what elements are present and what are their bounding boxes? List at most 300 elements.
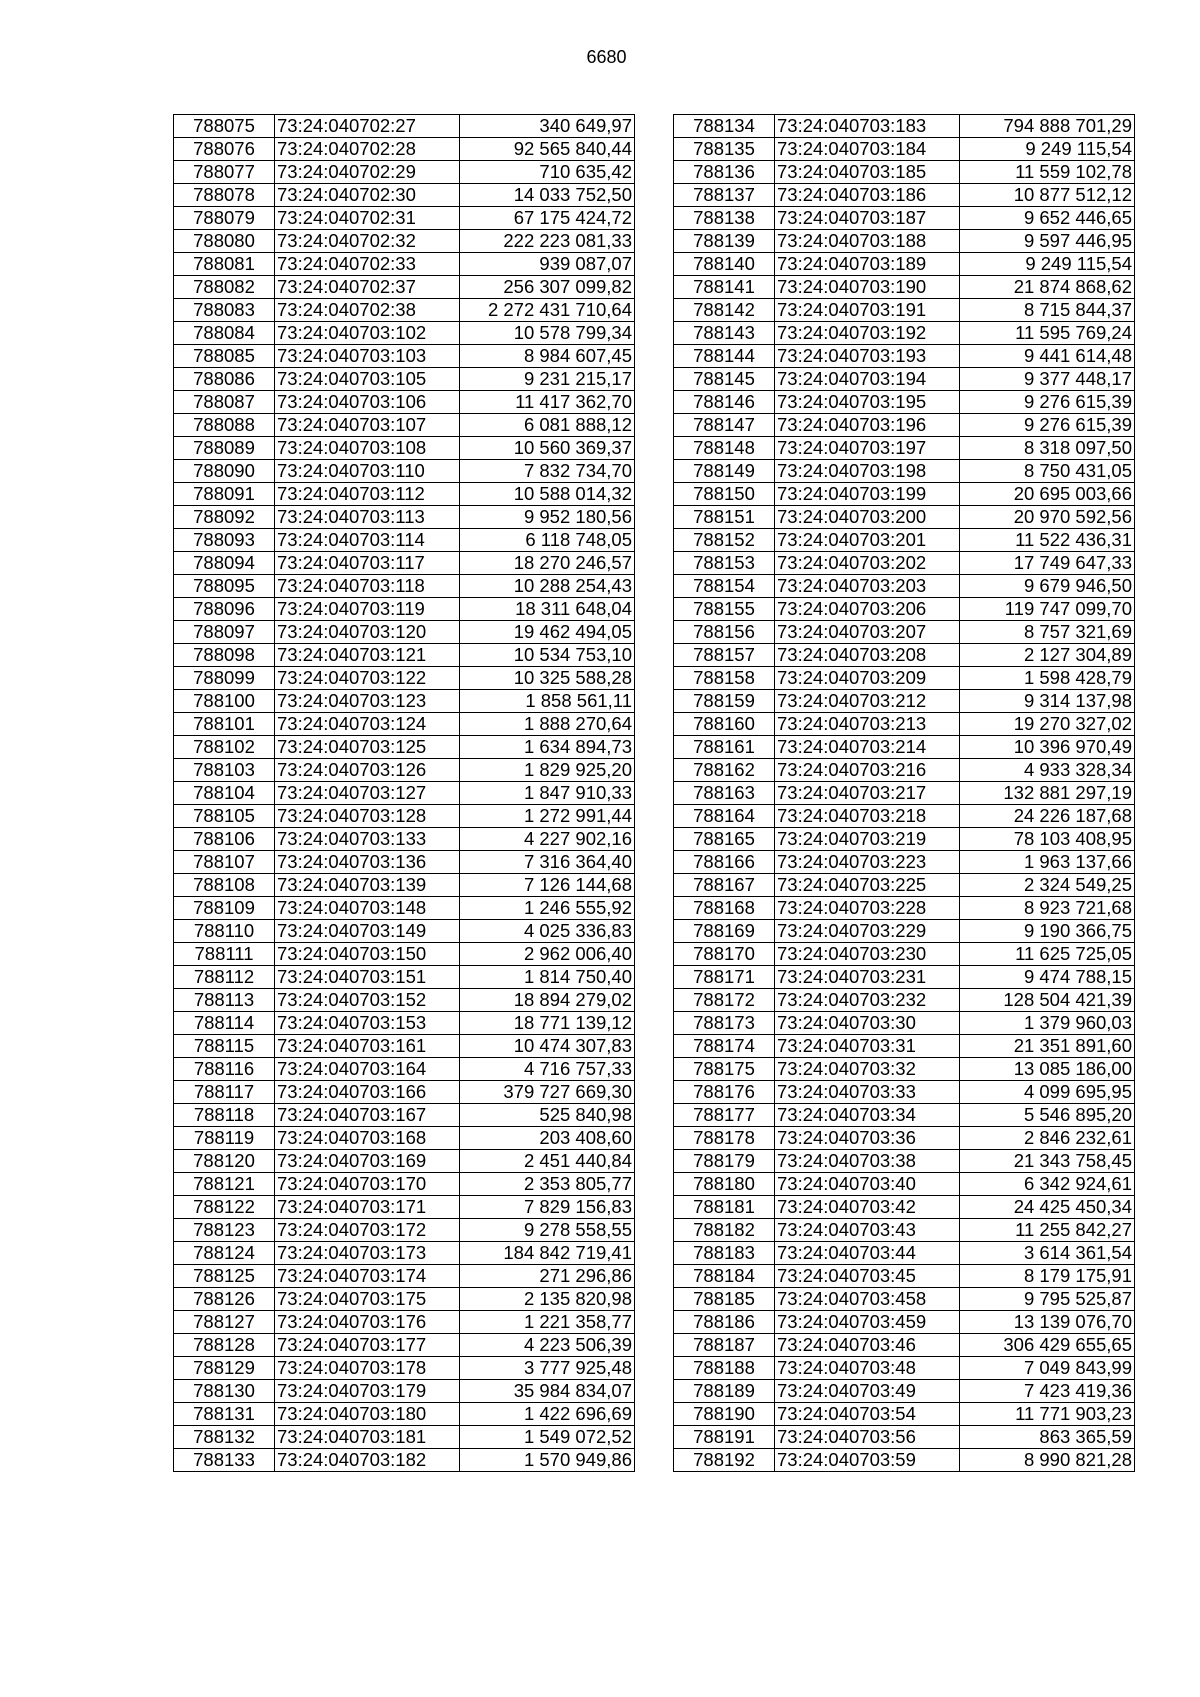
value-cell: 4 933 328,34: [960, 759, 1135, 782]
cadastral-number-cell: 73:24:040702:29: [275, 161, 460, 184]
cadastral-number-cell: 73:24:040703:202: [775, 552, 960, 575]
value-cell: 8 179 175,91: [960, 1265, 1135, 1288]
row-number-cell: 788099: [174, 667, 275, 690]
cadastral-number-cell: 73:24:040703:54: [775, 1403, 960, 1426]
cadastral-number-cell: 73:24:040703:48: [775, 1357, 960, 1380]
value-cell: 11 417 362,70: [460, 391, 635, 414]
row-number-cell: 788159: [674, 690, 775, 713]
table-row: [674, 1058, 1135, 1081]
row-number-cell: 788097: [174, 621, 275, 644]
value-cell: 6 118 748,05: [460, 529, 635, 552]
row-number-cell: 788156: [674, 621, 775, 644]
cadastral-number-cell: 73:24:040703:228: [775, 897, 960, 920]
row-number-cell: 788118: [174, 1104, 275, 1127]
value-cell: 17 749 647,33: [960, 552, 1135, 575]
row-number-cell: 788078: [174, 184, 275, 207]
table-row: [174, 713, 635, 736]
value-cell: 10 560 369,37: [460, 437, 635, 460]
row-number-cell: 788101: [174, 713, 275, 736]
row-number-cell: 788105: [174, 805, 275, 828]
table-row: [174, 966, 635, 989]
value-cell: 1 814 750,40: [460, 966, 635, 989]
row-number-cell: 788104: [174, 782, 275, 805]
value-cell: 10 877 512,12: [960, 184, 1135, 207]
value-cell: 11 595 769,24: [960, 322, 1135, 345]
value-cell: 710 635,42: [460, 161, 635, 184]
row-number-cell: 788172: [674, 989, 775, 1012]
value-cell: 18 894 279,02: [460, 989, 635, 1012]
value-cell: 18 270 246,57: [460, 552, 635, 575]
cadastral-number-cell: 73:24:040703:38: [775, 1150, 960, 1173]
table-row: [174, 460, 635, 483]
row-number-cell: 788127: [174, 1311, 275, 1334]
row-number-cell: 788177: [674, 1104, 775, 1127]
row-number-cell: 788124: [174, 1242, 275, 1265]
table-row: [174, 1104, 635, 1127]
value-cell: 2 272 431 710,64: [460, 299, 635, 322]
table-row: [174, 368, 635, 391]
cadastral-number-cell: 73:24:040703:108: [275, 437, 460, 460]
value-cell: 184 842 719,41: [460, 1242, 635, 1265]
table-row: [174, 1196, 635, 1219]
value-cell: 6 081 888,12: [460, 414, 635, 437]
value-cell: 9 597 446,95: [960, 230, 1135, 253]
table-row: [674, 1426, 1135, 1449]
row-number-cell: 788178: [674, 1127, 775, 1150]
table-row: [174, 115, 635, 138]
cadastral-number-cell: 73:24:040702:30: [275, 184, 460, 207]
table-row: [674, 1449, 1135, 1472]
row-number-cell: 788168: [674, 897, 775, 920]
row-number-cell: 788181: [674, 1196, 775, 1219]
cadastral-number-cell: 73:24:040703:113: [275, 506, 460, 529]
cadastral-number-cell: 73:24:040703:189: [775, 253, 960, 276]
row-number-cell: 788146: [674, 391, 775, 414]
value-cell: 35 984 834,07: [460, 1380, 635, 1403]
row-number-cell: 788185: [674, 1288, 775, 1311]
row-number-cell: 788123: [174, 1219, 275, 1242]
row-number-cell: 788135: [674, 138, 775, 161]
value-cell: 21 351 891,60: [960, 1035, 1135, 1058]
value-cell: 1 422 696,69: [460, 1403, 635, 1426]
value-cell: 20 695 003,66: [960, 483, 1135, 506]
table-row: [174, 1403, 635, 1426]
table-row: [674, 989, 1135, 1012]
cadastral-number-cell: 73:24:040703:164: [275, 1058, 460, 1081]
table-row: [674, 1150, 1135, 1173]
table-row: [674, 1380, 1135, 1403]
value-cell: 9 314 137,98: [960, 690, 1135, 713]
value-cell: 7 316 364,40: [460, 851, 635, 874]
table-row: [674, 966, 1135, 989]
cadastral-number-cell: 73:24:040703:216: [775, 759, 960, 782]
table-row: [174, 1242, 635, 1265]
row-number-cell: 788188: [674, 1357, 775, 1380]
table-row: [674, 782, 1135, 805]
table-row: [174, 253, 635, 276]
row-number-cell: 788169: [674, 920, 775, 943]
row-number-cell: 788142: [674, 299, 775, 322]
table-row: [174, 1058, 635, 1081]
value-cell: 1 221 358,77: [460, 1311, 635, 1334]
table-row: [174, 1265, 635, 1288]
table-row: [674, 391, 1135, 414]
table-row: [174, 897, 635, 920]
row-number-cell: 788083: [174, 299, 275, 322]
row-number-cell: 788112: [174, 966, 275, 989]
row-number-cell: 788081: [174, 253, 275, 276]
table-row: [174, 1081, 635, 1104]
row-number-cell: 788183: [674, 1242, 775, 1265]
row-number-cell: 788161: [674, 736, 775, 759]
cadastral-number-cell: 73:24:040703:169: [275, 1150, 460, 1173]
row-number-cell: 788108: [174, 874, 275, 897]
row-number-cell: 788150: [674, 483, 775, 506]
table-row: [674, 736, 1135, 759]
value-cell: 5 546 895,20: [960, 1104, 1135, 1127]
value-cell: 8 757 321,69: [960, 621, 1135, 644]
value-cell: 2 127 304,89: [960, 644, 1135, 667]
value-cell: 21 874 868,62: [960, 276, 1135, 299]
value-cell: 2 451 440,84: [460, 1150, 635, 1173]
row-number-cell: 788119: [174, 1127, 275, 1150]
row-number-cell: 788158: [674, 667, 775, 690]
cadastral-number-cell: 73:24:040702:32: [275, 230, 460, 253]
table-row: [174, 667, 635, 690]
row-number-cell: 788084: [174, 322, 275, 345]
value-cell: 1 963 137,66: [960, 851, 1135, 874]
value-cell: 14 033 752,50: [460, 184, 635, 207]
row-number-cell: 788165: [674, 828, 775, 851]
table-row: [174, 437, 635, 460]
table-row: [174, 828, 635, 851]
cadastral-number-cell: 73:24:040703:229: [775, 920, 960, 943]
cadastral-number-cell: 73:24:040703:185: [775, 161, 960, 184]
value-cell: 7 126 144,68: [460, 874, 635, 897]
cadastral-number-cell: 73:24:040703:178: [275, 1357, 460, 1380]
cadastral-number-cell: 73:24:040703:125: [275, 736, 460, 759]
row-number-cell: 788100: [174, 690, 275, 713]
cadastral-number-cell: 73:24:040703:153: [275, 1012, 460, 1035]
table-row: [174, 299, 635, 322]
cadastral-number-cell: 73:24:040703:171: [275, 1196, 460, 1219]
table-row: [674, 943, 1135, 966]
value-cell: 10 396 970,49: [960, 736, 1135, 759]
value-cell: 9 190 366,75: [960, 920, 1135, 943]
row-number-cell: 788170: [674, 943, 775, 966]
table-row: [674, 322, 1135, 345]
row-number-cell: 788141: [674, 276, 775, 299]
cadastral-number-cell: 73:24:040703:218: [775, 805, 960, 828]
value-cell: 7 832 734,70: [460, 460, 635, 483]
row-number-cell: 788121: [174, 1173, 275, 1196]
row-number-cell: 788149: [674, 460, 775, 483]
row-number-cell: 788154: [674, 575, 775, 598]
cadastral-number-cell: 73:24:040703:179: [275, 1380, 460, 1403]
cadastral-number-cell: 73:24:040703:230: [775, 943, 960, 966]
cadastral-number-cell: 73:24:040703:174: [275, 1265, 460, 1288]
table-row: [674, 1242, 1135, 1265]
table-row: [174, 989, 635, 1012]
value-cell: 1 829 925,20: [460, 759, 635, 782]
value-cell: 11 522 436,31: [960, 529, 1135, 552]
value-cell: 222 223 081,33: [460, 230, 635, 253]
cadastral-number-cell: 73:24:040703:117: [275, 552, 460, 575]
cadastral-number-cell: 73:24:040702:28: [275, 138, 460, 161]
cadastral-number-cell: 73:24:040703:209: [775, 667, 960, 690]
table-row: [674, 276, 1135, 299]
table-row: [674, 1035, 1135, 1058]
row-number-cell: 788139: [674, 230, 775, 253]
value-cell: 13 085 186,00: [960, 1058, 1135, 1081]
row-number-cell: 788175: [674, 1058, 775, 1081]
table-row: [174, 345, 635, 368]
value-cell: 10 588 014,32: [460, 483, 635, 506]
cadastral-number-cell: 73:24:040703:175: [275, 1288, 460, 1311]
row-number-cell: 788089: [174, 437, 275, 460]
value-cell: 1 634 894,73: [460, 736, 635, 759]
value-cell: 2 324 549,25: [960, 874, 1135, 897]
cadastral-number-cell: 73:24:040703:43: [775, 1219, 960, 1242]
table-row: [674, 1265, 1135, 1288]
cadastral-number-cell: 73:24:040703:150: [275, 943, 460, 966]
table-row: [674, 1104, 1135, 1127]
row-number-cell: 788137: [674, 184, 775, 207]
cadastral-number-cell: 73:24:040703:231: [775, 966, 960, 989]
table-row: [174, 529, 635, 552]
cadastral-number-cell: 73:24:040703:36: [775, 1127, 960, 1150]
cadastral-number-cell: 73:24:040703:59: [775, 1449, 960, 1472]
value-cell: 939 087,07: [460, 253, 635, 276]
cadastral-number-cell: 73:24:040703:149: [275, 920, 460, 943]
cadastral-number-cell: 73:24:040703:170: [275, 1173, 460, 1196]
cadastral-number-cell: 73:24:040703:151: [275, 966, 460, 989]
value-cell: 9 231 215,17: [460, 368, 635, 391]
cadastral-number-cell: 73:24:040703:197: [775, 437, 960, 460]
value-cell: 271 296,86: [460, 1265, 635, 1288]
row-number-cell: 788110: [174, 920, 275, 943]
value-cell: 9 276 615,39: [960, 391, 1135, 414]
value-cell: 8 984 607,45: [460, 345, 635, 368]
table-row: [174, 920, 635, 943]
row-number-cell: 788116: [174, 1058, 275, 1081]
row-number-cell: 788085: [174, 345, 275, 368]
value-cell: 6 342 924,61: [960, 1173, 1135, 1196]
cadastral-number-cell: 73:24:040703:102: [275, 322, 460, 345]
table-row: [174, 759, 635, 782]
table-row: [174, 690, 635, 713]
table-row: [174, 207, 635, 230]
table-row: [674, 1127, 1135, 1150]
row-number-cell: 788115: [174, 1035, 275, 1058]
cadastral-number-cell: 73:24:040703:206: [775, 598, 960, 621]
table-row: [674, 621, 1135, 644]
row-number-cell: 788192: [674, 1449, 775, 1472]
cadastral-number-cell: 73:24:040703:30: [775, 1012, 960, 1035]
row-number-cell: 788093: [174, 529, 275, 552]
row-number-cell: 788133: [174, 1449, 275, 1472]
cadastral-number-cell: 73:24:040702:37: [275, 276, 460, 299]
cadastral-number-cell: 73:24:040703:167: [275, 1104, 460, 1127]
table-row: [174, 1426, 635, 1449]
value-cell: 863 365,59: [960, 1426, 1135, 1449]
table-row: [674, 230, 1135, 253]
value-cell: 128 504 421,39: [960, 989, 1135, 1012]
table-row: [174, 1035, 635, 1058]
cadastral-number-cell: 73:24:040703:112: [275, 483, 460, 506]
table-row: [174, 161, 635, 184]
row-number-cell: 788182: [674, 1219, 775, 1242]
cadastral-number-cell: 73:24:040703:127: [275, 782, 460, 805]
value-cell: 9 679 946,50: [960, 575, 1135, 598]
table-row: [674, 460, 1135, 483]
value-cell: 256 307 099,82: [460, 276, 635, 299]
value-cell: 7 423 419,36: [960, 1380, 1135, 1403]
cadastral-number-cell: 73:24:040703:219: [775, 828, 960, 851]
value-cell: 119 747 099,70: [960, 598, 1135, 621]
row-number-cell: 788088: [174, 414, 275, 437]
table-row: [174, 276, 635, 299]
table-row: [174, 1334, 635, 1357]
cadastral-number-cell: 73:24:040703:200: [775, 506, 960, 529]
table-row: [674, 552, 1135, 575]
cadastral-number-cell: 73:24:040703:207: [775, 621, 960, 644]
value-cell: 4 223 506,39: [460, 1334, 635, 1357]
row-number-cell: 788080: [174, 230, 275, 253]
row-number-cell: 788173: [674, 1012, 775, 1035]
value-cell: 794 888 701,29: [960, 115, 1135, 138]
value-cell: 2 962 006,40: [460, 943, 635, 966]
value-cell: 67 175 424,72: [460, 207, 635, 230]
value-cell: 1 847 910,33: [460, 782, 635, 805]
row-number-cell: 788147: [674, 414, 775, 437]
row-number-cell: 788174: [674, 1035, 775, 1058]
cadastral-number-cell: 73:24:040703:139: [275, 874, 460, 897]
cadastral-number-cell: 73:24:040703:114: [275, 529, 460, 552]
row-number-cell: 788145: [674, 368, 775, 391]
table-row: [174, 1173, 635, 1196]
value-cell: 8 750 431,05: [960, 460, 1135, 483]
cadastral-number-cell: 73:24:040703:56: [775, 1426, 960, 1449]
row-number-cell: 788152: [674, 529, 775, 552]
value-cell: 1 888 270,64: [460, 713, 635, 736]
value-cell: 13 139 076,70: [960, 1311, 1135, 1334]
cadastral-number-cell: 73:24:040703:190: [775, 276, 960, 299]
table-row: [174, 1219, 635, 1242]
table-row: [674, 1403, 1135, 1426]
cadastral-number-cell: 73:24:040703:107: [275, 414, 460, 437]
value-cell: 10 325 588,28: [460, 667, 635, 690]
table-row: [674, 805, 1135, 828]
cadastral-number-cell: 73:24:040703:188: [775, 230, 960, 253]
value-cell: 7 829 156,83: [460, 1196, 635, 1219]
table-row: [674, 1081, 1135, 1104]
value-cell: 9 377 448,17: [960, 368, 1135, 391]
cadastral-number-cell: 73:24:040703:46: [775, 1334, 960, 1357]
cadastral-number-cell: 73:24:040703:183: [775, 115, 960, 138]
value-cell: 9 249 115,54: [960, 253, 1135, 276]
row-number-cell: 788167: [674, 874, 775, 897]
cadastral-number-cell: 73:24:040703:203: [775, 575, 960, 598]
row-number-cell: 788125: [174, 1265, 275, 1288]
value-cell: 20 970 592,56: [960, 506, 1135, 529]
cadastral-number-cell: 73:24:040703:168: [275, 1127, 460, 1150]
row-number-cell: 788131: [174, 1403, 275, 1426]
table-row: [174, 805, 635, 828]
table-row: [174, 736, 635, 759]
row-number-cell: 788140: [674, 253, 775, 276]
table-row: [174, 1150, 635, 1173]
table-row: [174, 1288, 635, 1311]
cadastral-number-cell: 73:24:040703:103: [275, 345, 460, 368]
table-row: [674, 874, 1135, 897]
right-table: [673, 114, 1135, 1472]
value-cell: 4 716 757,33: [460, 1058, 635, 1081]
table-row: [674, 138, 1135, 161]
cadastral-number-cell: 73:24:040702:38: [275, 299, 460, 322]
table-row: [674, 207, 1135, 230]
row-number-cell: 788091: [174, 483, 275, 506]
cadastral-number-cell: 73:24:040703:42: [775, 1196, 960, 1219]
value-cell: 8 318 097,50: [960, 437, 1135, 460]
table-row: [174, 1449, 635, 1472]
value-cell: 8 990 821,28: [960, 1449, 1135, 1472]
value-cell: 19 270 327,02: [960, 713, 1135, 736]
table-row: [674, 851, 1135, 874]
cadastral-number-cell: 73:24:040703:212: [775, 690, 960, 713]
value-cell: 24 226 187,68: [960, 805, 1135, 828]
cadastral-number-cell: 73:24:040703:45: [775, 1265, 960, 1288]
table-row: [674, 1196, 1135, 1219]
cadastral-number-cell: 73:24:040703:193: [775, 345, 960, 368]
row-number-cell: 788087: [174, 391, 275, 414]
cadastral-number-cell: 73:24:040703:198: [775, 460, 960, 483]
cadastral-number-cell: 73:24:040703:214: [775, 736, 960, 759]
table-row: [674, 437, 1135, 460]
left-table: [173, 114, 635, 1472]
row-number-cell: 788166: [674, 851, 775, 874]
cadastral-number-cell: 73:24:040703:191: [775, 299, 960, 322]
value-cell: 10 474 307,83: [460, 1035, 635, 1058]
table-row: [174, 230, 635, 253]
value-cell: 11 771 903,23: [960, 1403, 1135, 1426]
cadastral-number-cell: 73:24:040703:105: [275, 368, 460, 391]
cadastral-number-cell: 73:24:040703:192: [775, 322, 960, 345]
cadastral-number-cell: 73:24:040703:118: [275, 575, 460, 598]
row-number-cell: 788120: [174, 1150, 275, 1173]
row-number-cell: 788113: [174, 989, 275, 1012]
table-row: [674, 1357, 1135, 1380]
value-cell: 10 288 254,43: [460, 575, 635, 598]
row-number-cell: 788095: [174, 575, 275, 598]
row-number-cell: 788092: [174, 506, 275, 529]
row-number-cell: 788189: [674, 1380, 775, 1403]
table-row: [674, 1219, 1135, 1242]
table-row: [174, 1311, 635, 1334]
cadastral-number-cell: 73:24:040703:187: [775, 207, 960, 230]
table-row: [174, 483, 635, 506]
row-number-cell: 788103: [174, 759, 275, 782]
table-row: [174, 644, 635, 667]
value-cell: 78 103 408,95: [960, 828, 1135, 851]
row-number-cell: 788138: [674, 207, 775, 230]
row-number-cell: 788155: [674, 598, 775, 621]
value-cell: 306 429 655,65: [960, 1334, 1135, 1357]
table-row: [174, 322, 635, 345]
cadastral-number-cell: 73:24:040703:181: [275, 1426, 460, 1449]
value-cell: 18 771 139,12: [460, 1012, 635, 1035]
value-cell: 340 649,97: [460, 115, 635, 138]
